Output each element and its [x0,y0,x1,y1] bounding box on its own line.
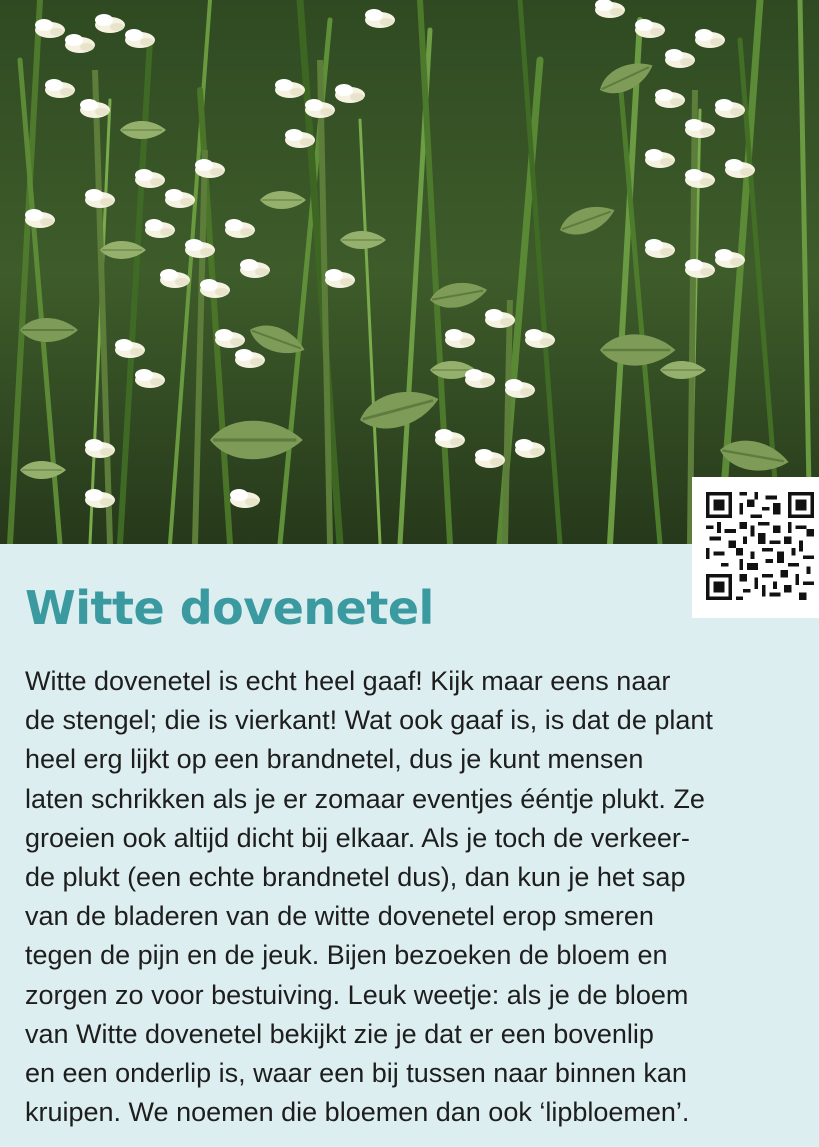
body-line: zorgen zo voor bestuiving. Leuk weetje: als je de bloem [25,979,689,1010]
body-line: van de bladeren van de witte dovenetel erop smeren [25,901,654,932]
body-line: groeien ook altijd dicht bij elkaar. Als je toch de verkeer- [25,822,690,853]
body-line: laten schrikken als je er zomaar eventjes ééntje plukt. Ze [25,783,705,814]
body-line: de plukt (een echte brandnetel dus), dan kun je het sap [25,862,686,893]
body-line: Witte dovenetel is echt heel gaaf! Kijk maar eens naar [25,666,671,696]
body-line: en een onderlip is, waar een bij tussen naar binnen kan [25,1058,687,1089]
body-line: van Witte dovenetel bekijkt zie je dat er een bovenlip [25,1018,654,1049]
body-line: kruipen. We noemen die bloemen dan ook ‘lipbloemen’. [25,1097,690,1128]
qr-code[interactable] [692,477,819,618]
plant-photo [0,0,819,544]
qr-code-icon [706,492,814,600]
body-line: de stengel; die is vierkant! Wat ook gaaf is, is dat de plant [25,705,713,736]
body-text [25,662,805,1132]
page-title: Witte dovenetel [25,581,434,635]
body-line: tegen de pijn en de jeuk. Bijen bezoeken de bloem en [25,940,668,971]
body-line: heel erg lijkt op een brandnetel, dus je kunt mensen [25,744,644,775]
